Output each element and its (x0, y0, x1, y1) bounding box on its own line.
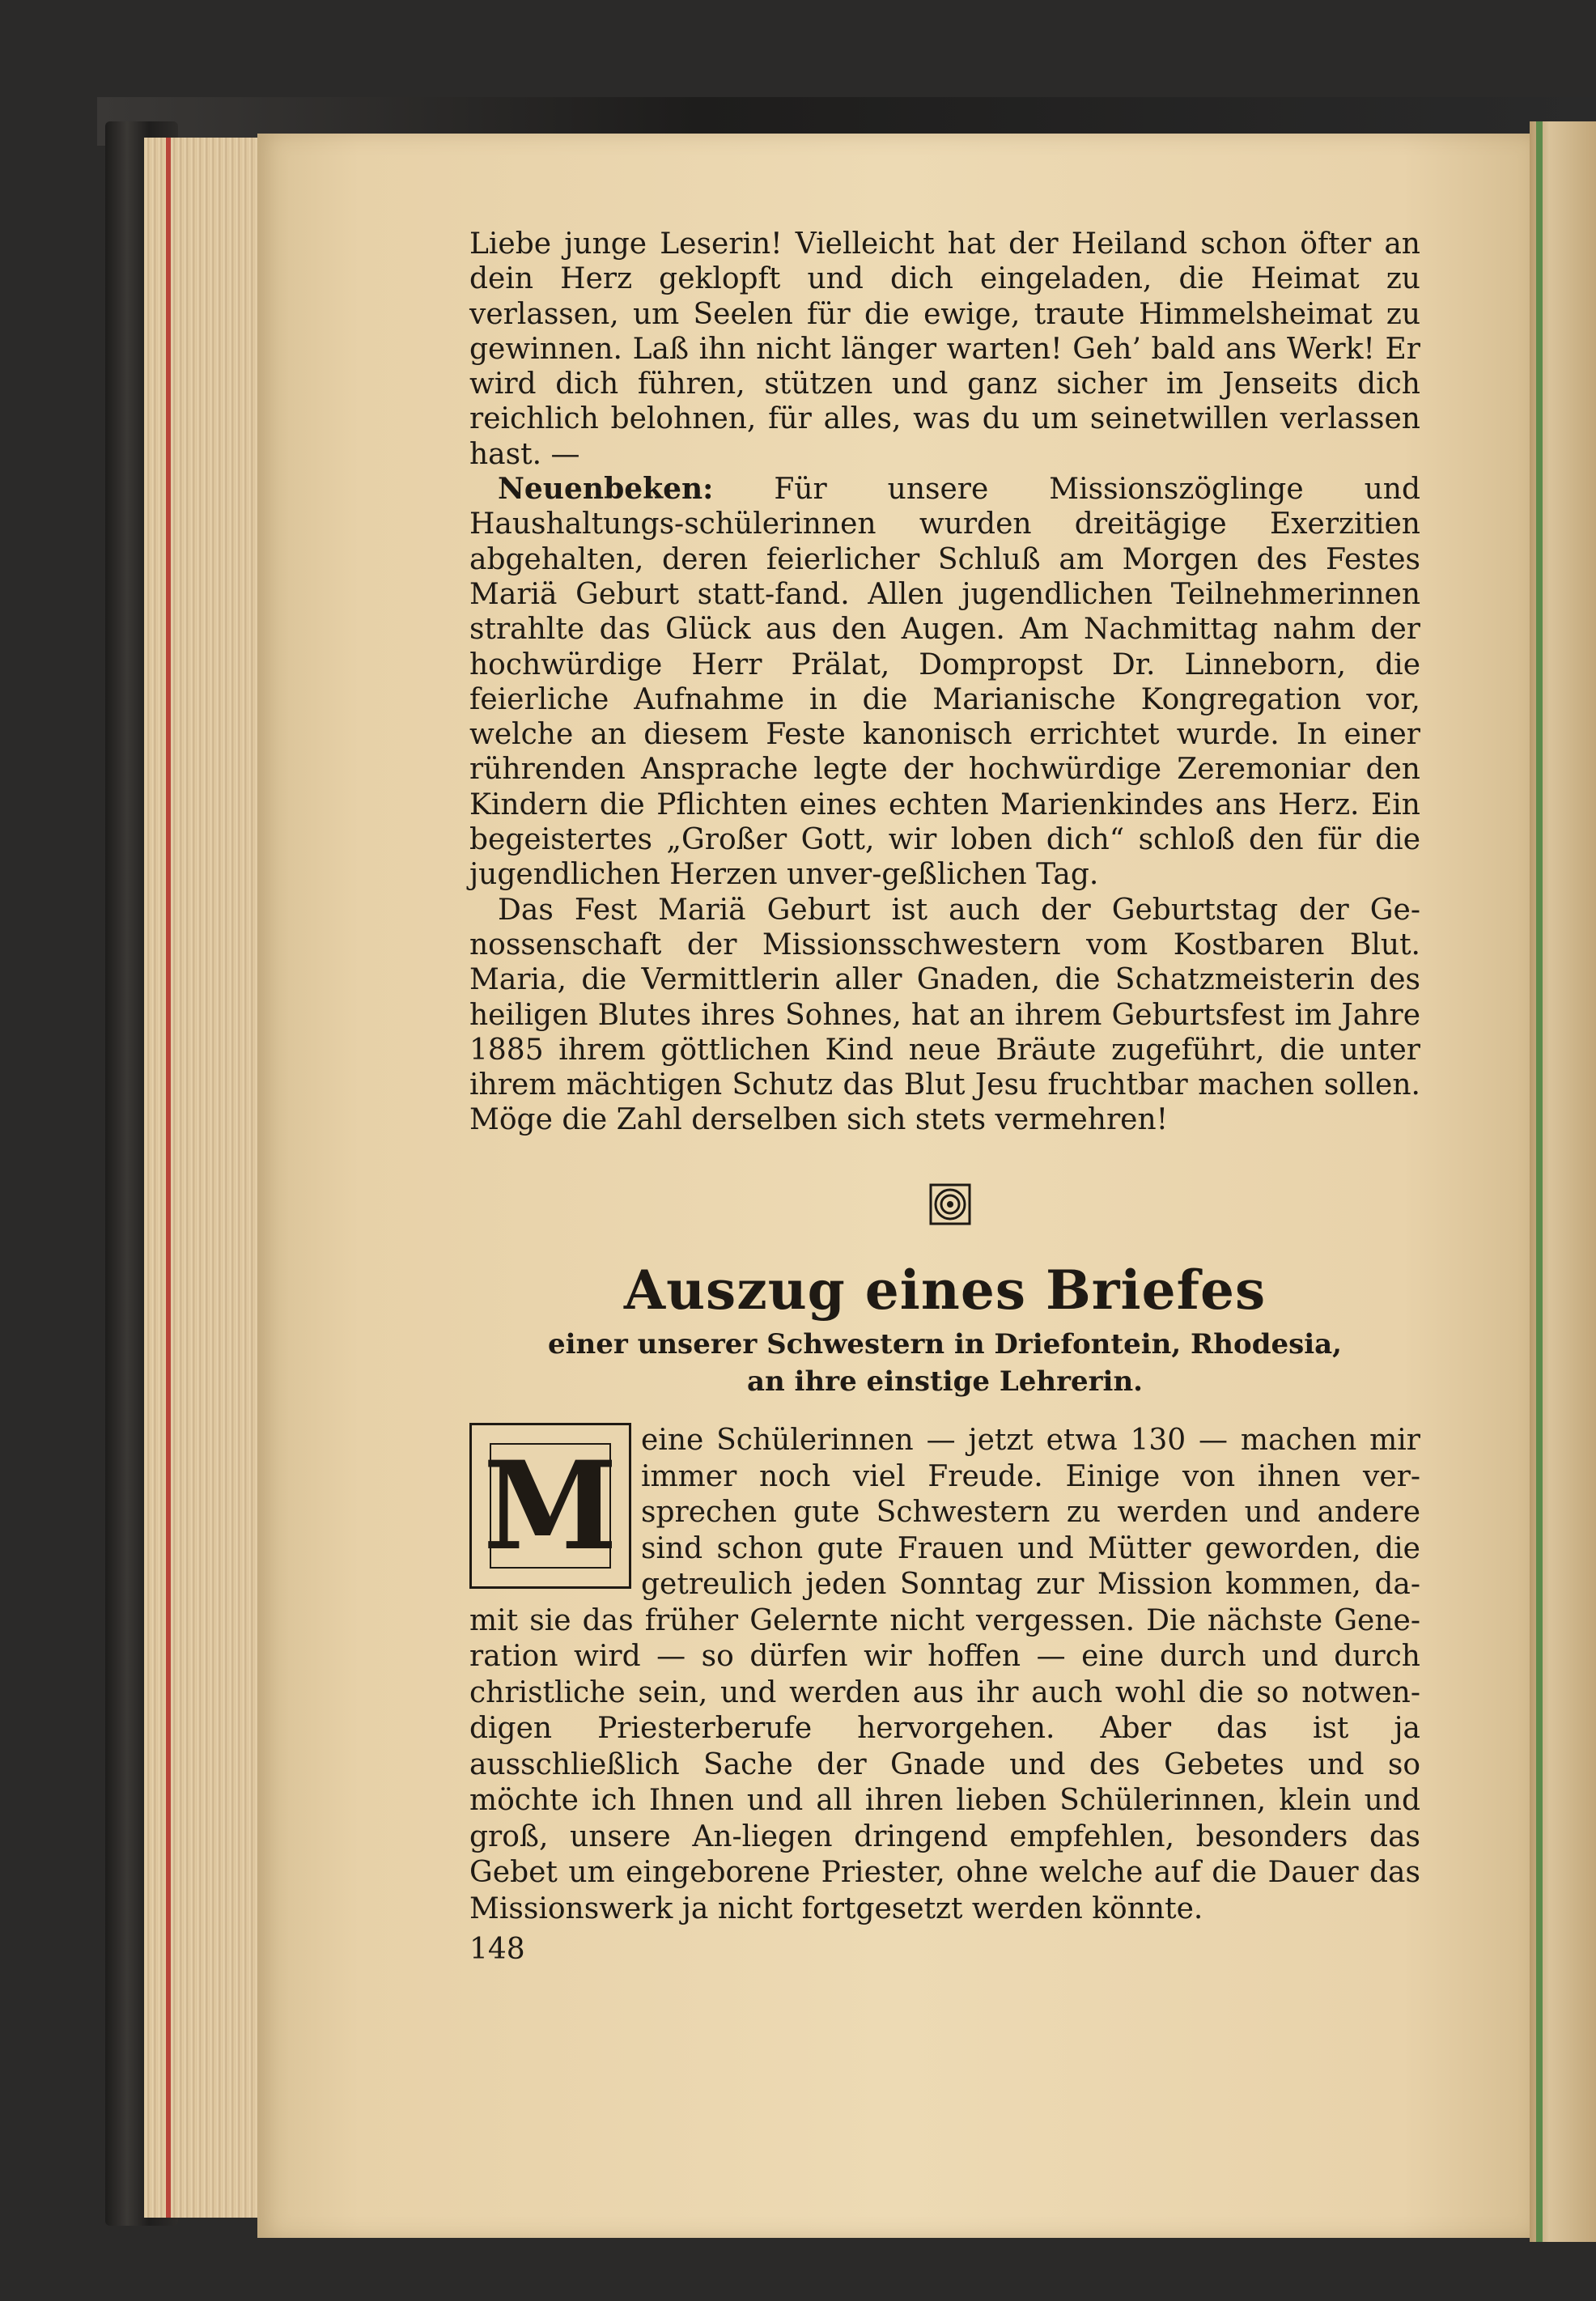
paragraph-1-text: Liebe junge Leserin! Vielleicht hat der Heiland schon öfter an dein Herz geklopft und dich eingeladen, die Heimat zu verlassen, um Seelen für die ewige, traute Himmelsheimat zu gewinnen. Laß ihn nicht länger warten! Geh’ bald ans Werk! Er wird dich führen, stützen und ganz sicher im Jenseits dich reichlich belohnen, für alles, was du um seinetwillen verlassen hast. — (469, 227, 1420, 471)
letter-body: eine Schülerinnen — jetzt etwa 130 — machen mir immer noch viel Freude. Einige von ihnen ver-sprechen gute Schwestern zu werden und andere sind schon gute Frauen und Mütter geworden, die getreulich jeden Sonntag zur Mission kommen, da-mit sie das früher Gelernte nicht vergessen. Die nächste Gene-ration wird — so dürfen wir hoffen — eine durch und durch christliche sein, und werden aus ihr auch wohl die so notwen-digen Priesterberufe hervorgehen. Aber das ist ja ausschließlich Sache der Gnade und des Gebetes und so möchte ich Ihnen und all ihren lieben Schülerinnen, klein und groß, unsere An-liegen dringend empfehlen, besonders das Gebet um eingeborene Priester, ohne welche auf die Dauer das Missionswerk ja nicht fortgesetzt werden könnte. (469, 1424, 1420, 1925)
letter-block (469, 1423, 1420, 1927)
red-page-edge (166, 138, 171, 2218)
page-number: 148 (469, 1933, 525, 1966)
concentric-circle-ornament-icon (929, 1183, 971, 1225)
green-bookmark-edge (1536, 121, 1543, 2242)
decorated-dropcap (469, 1423, 631, 1589)
paragraph-2-text: Für unsere Missionszöglinge und Haushaltungs-schülerinnen wurden dreitägige Exerzitien abgehalten, deren feierlicher Schluß am Morgen des Festes Mariä Geburt statt-fand. Allen jugendlichen Teilnehmerinnen strahlte das Glück aus den Augen. Am Nachmittag nahm der hochwürdige Herr Prälat, Dompropst Dr. Linneborn, die feierliche Aufnahme in die Marianische Kongregation vor, welche an diesem Feste kanonisch errichtet wurde. In einer rührenden Ansprache legte der hochwürdige Zeremoniar den Kindern die Pflichten eines echten Marienkindes ans Herz. Ein begeistertes „Großer Gott, wir loben dich“ schloß den für die jugendlichen Herzen unver-geßlichen Tag. (469, 473, 1420, 892)
article-title: Auszug eines Briefes (623, 1259, 1267, 1322)
upper-text-block (469, 227, 1420, 1138)
article-subtitle (469, 1326, 1420, 1400)
subtitle-line-1: einer unserer Schwestern in Driefontein, Rhodesia, (547, 1328, 1343, 1361)
paragraph-2 (469, 472, 1420, 893)
paragraph-3 (469, 893, 1420, 1138)
page-stack (144, 138, 274, 2218)
subtitle-line-2: an ihre einstige Lehrerin. (746, 1365, 1144, 1398)
paragraph-1 (469, 227, 1420, 472)
dropcap-letter: M (482, 1434, 618, 1577)
paragraph-3-text: Das Fest Mariä Geburt ist auch der Geburtstag der Ge-nossenschaft der Missionsschwestern vom Kostbaren Blut. Maria, die Vermittlerin aller Gnaden, die Schatzmeisterin des heiligen Blutes ihres Sohnes, hat an ihrem Geburtsfest im Jahre 1885 ihrem göttlichen Kind neue Bräute zugeführt, die unter ihrem mächtigen Schutz das Blut Jesu fruchtbar machen sollen. Möge die Zahl derselben sich stets vermehren! (469, 893, 1420, 1137)
paragraph-2-lead: Neuenbeken: (498, 472, 714, 507)
